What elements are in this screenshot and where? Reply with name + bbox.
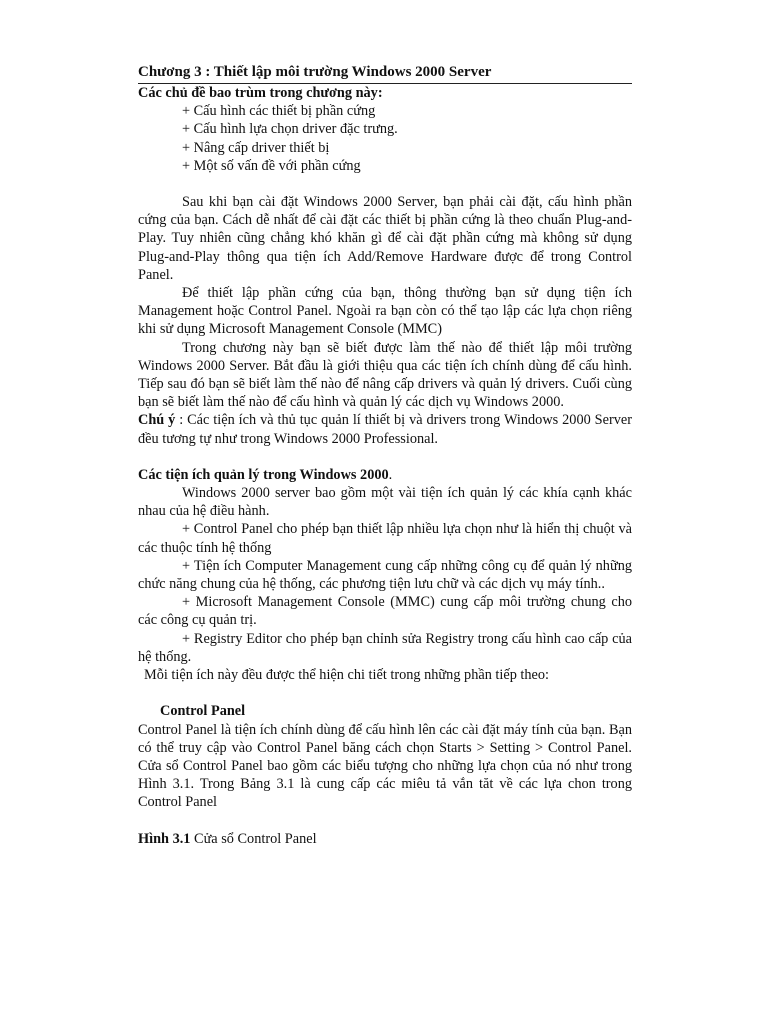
document-page (138, 62, 632, 848)
section-title: Các tiện ích quản lý trong Windows 2000 (138, 466, 389, 483)
utility-item: + Microsoft Management Console (MMC) cung cấp môi trường chung cho các công cụ quản trị. (138, 594, 632, 629)
note-text: : Các tiện ích và thủ tục quản lí thiết bị và drivers trong Windows 2000 Server đều tương tự như trong Windows 2000 Professional. (138, 412, 632, 447)
figure-caption (138, 830, 632, 848)
utility-item: + Control Panel cho phép bạn thiết lập nhiều lựa chọn như là hiển thị chuột và các thuộc tính hệ thống (138, 521, 632, 556)
topic-item: + Cấu hình các thiết bị phần cứng (182, 103, 376, 120)
topics-title: Các chủ đề bao trùm trong chương này: (138, 85, 383, 101)
utility-item: + Registry Editor cho phép bạn chỉnh sửa Registry trong cấu hình cao cấp của hệ thống. (138, 630, 632, 665)
note-label: Chú ý (138, 412, 176, 429)
subsection-title: Control Panel (160, 703, 246, 720)
chapter-header: Chương 3 : Thiết lập môi trường Windows 2000 Server (138, 62, 632, 84)
section-heading (138, 466, 632, 484)
section-intro: Windows 2000 server bao gồm một vài tiện ích quản lý các khía cạnh khác nhau của hệ điều hành. (138, 485, 632, 520)
utility-item: + Tiện ích Computer Management cung cấp những công cụ để quản lý những chức năng chung của hệ thống, các phương tiện lưu chữ và các dịch vụ máy tính.. (138, 557, 632, 593)
note-paragraph (138, 411, 632, 447)
subsection-paragraph: Control Panel là tiện ích chính dùng để cấu hình lên các cài đặt máy tính của bạn. Bạn có thể truy cập vào Control Panel băng cách chọn Starts > Setting > Control Panel. Cửa sổ Control Panel bao gồm các biểu tượng cho những lựa chọn của nó như trong Hình 3.1. Trong Bảng 3.1 là cung cấp các miêu tả vắn tăt về các lựa chon trong Control Panel (138, 721, 632, 811)
topic-item: + Nâng cấp driver thiết bị (182, 139, 330, 156)
topic-item: + Một số vấn đề với phần cứng (182, 157, 361, 174)
figure-caption-text: Cửa sổ Control Panel (190, 830, 317, 847)
figure-label: Hình 3.1 (138, 830, 191, 847)
section-title-suffix: . (388, 466, 393, 483)
intro-paragraph: Sau khi bạn cài đặt Windows 2000 Server, bạn phải cài đặt, cấu hình phần cứng của bạn. Cách dễ nhất để cài đặt các thiết bị phần cứng là theo chuẩn Plug-and-Play. Tuy nhiên cũng chẳng khó khăn gì để cài đặt phần cứng mà không sử dụng Plug-and-Play thông qua tiện ích Add/Remove Hardware được để trong Control Panel. (138, 194, 632, 283)
intro-paragraph: Để thiết lập phần cứng của bạn, thông thường bạn sử dụng tiện ích Management hoặc Control Panel. Ngoài ra bạn còn có thể tạo lập các lựa chọn riêng khi sử dụng Microsoft Management Console (MMC) (138, 285, 632, 338)
topic-item: + Cấu hình lựa chọn driver đặc trưng. (182, 121, 398, 138)
intro-paragraph: Trong chương này bạn sẽ biết được làm thế nào để thiết lập môi trường Windows 2000 Server. Bắt đầu là giới thiệu qua các tiện ích chính dùng để cấu hình. Tiếp sau đó bạn sẽ biết làm thế nào để nâng cấp drivers và quản lý drivers. Cuối cùng bạn sẽ biết làm thế nào để cấu hình và quản lý các dịch vụ Windows 2000. (138, 339, 632, 411)
section-closing: Mỗi tiện ích này đều được thể hiện chi tiết trong những phần tiếp theo: (144, 667, 550, 684)
